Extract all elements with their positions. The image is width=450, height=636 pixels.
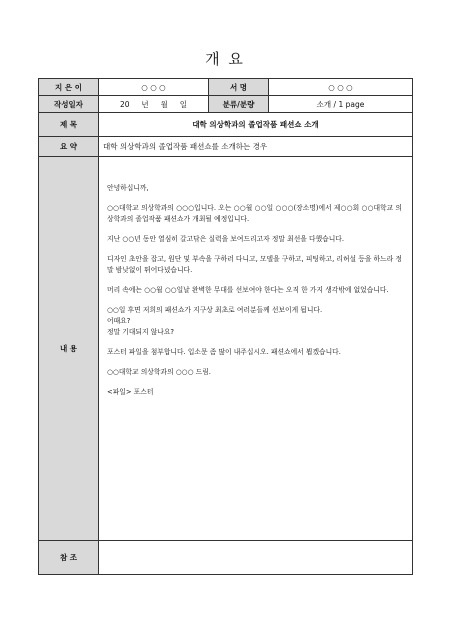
category-label: 분류/분량 [209,96,269,113]
body-paragraph: 지난 ○○년 동안 열심히 갈고닦은 실력을 보여드리고자 정말 최선을 다했습니다. [107,235,345,243]
body-paragraph: 포스터 파일을 첨부합니다. 입소문 좀 많이 내주십시오. 패션쇼에서 뵙겠습니다. [107,348,341,356]
date-row [39,96,413,113]
subject-value[interactable]: 대학 의상학과의 졸업작품 패션쇼 소개 [99,113,413,137]
content-label: 내 용 [39,157,99,541]
body-paragraph: 머리 속에는 ○○월 ○○일날 완벽한 무대를 선보여야 한다는 오직 한 가지 생각밖에 없었습니다. [107,286,389,294]
signature-label: 서 명 [209,79,269,96]
date-value[interactable]: 20 년 월 일 [99,96,209,113]
body-paragraph: ○○대학교 의상학과의 ○○○ 드림. [107,368,211,376]
signature-value[interactable]: ○ ○ ○ [269,79,413,96]
body-paragraph: 정말 기대되지 않나요? [107,328,175,336]
reference-value[interactable] [99,541,413,575]
body-paragraph: 어때요? [107,317,131,325]
content-row [39,157,413,541]
body-paragraph: ○○대학교 의상학과의 ○○○입니다. 오는 ○○월 ○○일 ○○○(장소명)에서 제○○회 ○○대학교 의상학과의 졸업작품 패션쇼가 개최될 예정입니다. [107,204,402,223]
body-paragraph: 안녕하십니까, [107,184,149,192]
author-row [39,79,413,96]
summary-value[interactable]: 대학 의상학과의 졸업작품 패션쇼를 소개하는 경우 [99,137,413,157]
content-body[interactable] [99,157,413,541]
page-title: 개 요 [205,50,245,68]
summary-form-table [38,78,413,575]
subject-label: 제 목 [39,113,99,137]
summary-row [39,137,413,157]
category-value[interactable]: 소개 / 1 page [269,96,413,113]
subject-row [39,113,413,137]
reference-label: 참 조 [39,541,99,575]
body-paragraph: ○○일 후면 저희의 패션쇼가 지구상 최초로 여러분들께 선보이게 됩니다. [107,306,323,314]
attachment-line[interactable]: <파일> 포스터 [107,388,154,396]
author-value[interactable]: ○ ○ ○ [99,79,209,96]
summary-label: 요 약 [39,137,99,157]
reference-row [39,541,413,575]
date-label: 작성일자 [39,96,99,113]
author-label: 지 은 이 [39,79,99,96]
body-paragraph: 디자인 초안을 잡고, 원단 및 부속을 구하러 다니고, 모델을 구하고, 피팅하고, 리허설 등을 하느라 정말 밤낮없이 뛰어다녔습니다. [107,255,402,274]
